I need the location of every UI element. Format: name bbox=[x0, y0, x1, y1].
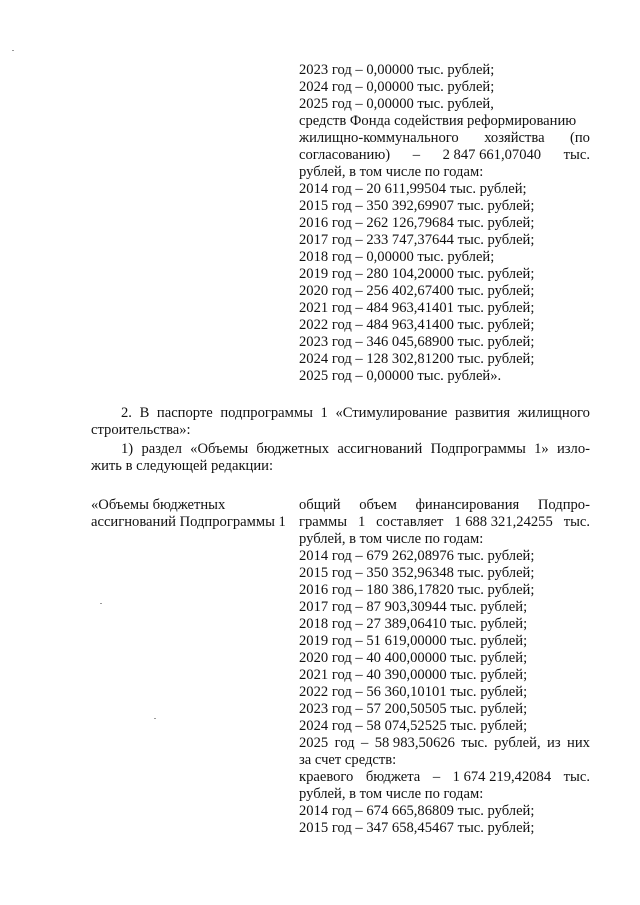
text-line: рублей, в том числе по годам: bbox=[299, 531, 484, 547]
text-line: 2016 год – 262 126,79684 тыс. рублей; bbox=[299, 215, 535, 231]
text-line: 2016 год – 180 386,17820 тыс. рублей; bbox=[299, 582, 535, 598]
word: тыс. bbox=[563, 769, 590, 785]
word: паспорте bbox=[156, 405, 213, 421]
word: 1» bbox=[534, 441, 549, 457]
text-line: рублей, в том числе по годам: bbox=[299, 786, 484, 802]
text-line: 2018 год – 0,00000 тыс. рублей; bbox=[299, 249, 495, 265]
text-line: 2021 год – 484 963,41401 тыс. рублей; bbox=[299, 300, 535, 316]
word: жилищно-коммунального bbox=[299, 130, 459, 146]
word: ассигнований bbox=[337, 441, 423, 457]
text-line: 2014 год – 679 262,08976 тыс. рублей; bbox=[299, 548, 535, 564]
word: тыс. bbox=[563, 147, 590, 163]
word: – bbox=[412, 147, 420, 163]
text-line: 2020 год – 40 400,00000 тыс. рублей; bbox=[299, 650, 528, 666]
word: тыс. bbox=[563, 514, 590, 530]
text-line: 2020 год – 256 402,67400 тыс. рублей; bbox=[299, 283, 535, 299]
text-line: 2017 год – 233 747,37644 тыс. рублей; bbox=[299, 232, 535, 248]
word: объем bbox=[359, 497, 397, 513]
word: изло- bbox=[556, 441, 590, 457]
justified-line bbox=[299, 147, 590, 164]
paragraph-line bbox=[121, 441, 590, 458]
justified-line bbox=[299, 514, 590, 531]
text-line: 2015 год – 347 658,45467 тыс. рублей; bbox=[299, 820, 535, 836]
text-line: 2014 год – 674 665,86809 тыс. рублей; bbox=[299, 803, 535, 819]
text-line: 2023 год – 0,00000 тыс. рублей; bbox=[299, 62, 495, 78]
text-line: средств Фонда содействия реформированию bbox=[299, 113, 577, 129]
text-line: 2015 год – 350 352,96348 тыс. рублей; bbox=[299, 565, 535, 581]
text-line: 2015 год – 350 392,69907 тыс. рублей; bbox=[299, 198, 535, 214]
table-left-label: «Объемы бюджетных bbox=[91, 497, 226, 513]
text-line: 2023 год – 346 045,68900 тыс. рублей; bbox=[299, 334, 535, 350]
word: 1) bbox=[121, 441, 134, 457]
word: бюджета bbox=[365, 769, 421, 785]
text-line: рублей, в том числе по годам: bbox=[299, 164, 484, 180]
word: Подпрограммы bbox=[430, 441, 526, 457]
word: (по bbox=[570, 130, 590, 146]
word: – bbox=[360, 735, 369, 751]
word: тыс. bbox=[461, 735, 488, 751]
word: «Объемы bbox=[190, 441, 249, 457]
word: краевого bbox=[299, 769, 354, 785]
word: подпрограммы bbox=[220, 405, 313, 421]
justified-line bbox=[299, 497, 590, 514]
text-line: 2024 год – 0,00000 тыс. рублей; bbox=[299, 79, 495, 95]
text-line: 2014 год – 20 611,99504 тыс. рублей; bbox=[299, 181, 527, 197]
word: 58 983,50626 bbox=[374, 735, 455, 751]
word: 1 688 321,24255 bbox=[454, 514, 553, 530]
word: общий bbox=[299, 497, 341, 513]
word: бюджетных bbox=[256, 441, 330, 457]
word: 1 bbox=[320, 405, 328, 421]
text-line: 2025 год – 0,00000 тыс. рублей, bbox=[299, 96, 494, 112]
text-line: 2024 год – 128 302,81200 тыс. рублей; bbox=[299, 351, 535, 367]
text-line: 2023 год – 57 200,50505 тыс. рублей; bbox=[299, 701, 528, 717]
word: Подпро- bbox=[537, 497, 590, 513]
word: жилищного bbox=[517, 405, 590, 421]
word: хозяйства bbox=[484, 130, 545, 146]
word: 2. bbox=[121, 405, 132, 421]
justified-line bbox=[299, 769, 590, 786]
text-line: 2025 год – 0,00000 тыс. рублей». bbox=[299, 368, 502, 384]
word: – bbox=[432, 769, 441, 785]
text-line: 2019 год – 51 619,00000 тыс. рублей; bbox=[299, 633, 528, 649]
text-line: 2021 год – 40 390,00000 тыс. рублей; bbox=[299, 667, 528, 683]
text-line: 2019 год – 280 104,20000 тыс. рублей; bbox=[299, 266, 535, 282]
word: рублей, bbox=[494, 735, 541, 751]
word: 1 bbox=[357, 514, 366, 530]
word: граммы bbox=[299, 514, 348, 530]
justified-line bbox=[299, 735, 590, 752]
word: составляет bbox=[376, 514, 444, 530]
word: из bbox=[547, 735, 561, 751]
word: согласованию) bbox=[299, 147, 391, 163]
paragraph-line: строительства»: bbox=[91, 422, 191, 438]
paragraph-line: жить в следующей редакции: bbox=[91, 458, 274, 474]
paragraph-line bbox=[121, 405, 590, 422]
scan-speck bbox=[100, 603, 102, 604]
word: них bbox=[567, 735, 590, 751]
text-line: 2022 год – 56 360,10101 тыс. рублей; bbox=[299, 684, 528, 700]
text-line: 2017 год – 87 903,30944 тыс. рублей; bbox=[299, 599, 528, 615]
word: 1 674 219,42084 bbox=[452, 769, 552, 785]
table-left-label: ассигнований Подпрограммы 1 bbox=[91, 514, 286, 530]
word: «Стимулирование bbox=[335, 405, 448, 421]
text-line: 2018 год – 27 389,06410 тыс. рублей; bbox=[299, 616, 528, 632]
word: 2025 bbox=[299, 735, 329, 751]
word: финансирования bbox=[415, 497, 520, 513]
text-line: 2024 год – 58 074,52525 тыс. рублей; bbox=[299, 718, 528, 734]
justified-line bbox=[299, 130, 590, 147]
text-line: за счет средств: bbox=[299, 752, 397, 768]
word: раздел bbox=[141, 441, 182, 457]
scan-speck bbox=[12, 50, 14, 51]
word: год bbox=[334, 735, 355, 751]
word: В bbox=[139, 405, 150, 421]
scan-speck bbox=[154, 718, 156, 719]
word: развития bbox=[454, 405, 511, 421]
text-line: 2022 год – 484 963,41400 тыс. рублей; bbox=[299, 317, 535, 333]
word: 2 847 661,07040 bbox=[442, 147, 542, 163]
